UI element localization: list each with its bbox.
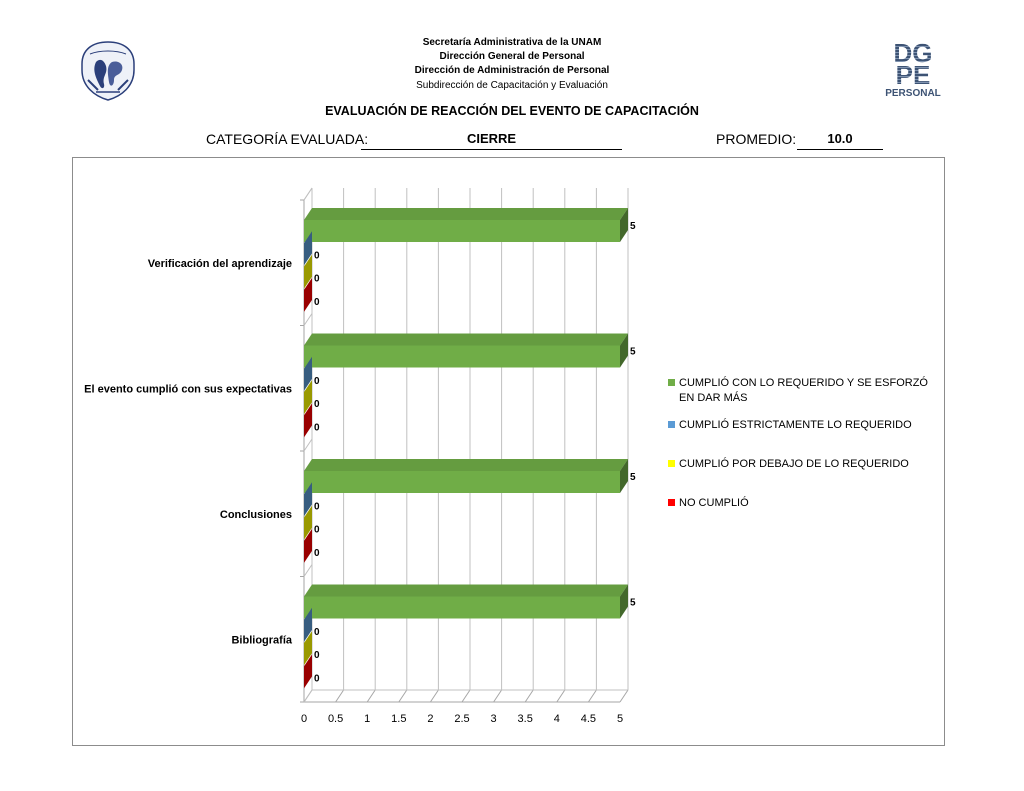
x-tick-label: 0 — [300, 713, 308, 725]
value-label: 5 — [630, 221, 636, 232]
bar — [304, 471, 620, 493]
bar — [304, 346, 620, 368]
legend-label: CUMPLIÓ ESTRICTAMENTE LO REQUERIDO — [679, 419, 912, 431]
value-label: 0 — [314, 273, 320, 285]
value-label: 0 — [314, 296, 320, 308]
value-label: 5 — [630, 472, 636, 483]
dgpe-logo-line1: DG — [893, 40, 933, 68]
floor-line — [430, 690, 438, 702]
bar — [304, 220, 620, 242]
average-value: 10.0 — [797, 131, 883, 150]
page-title: EVALUACIÓN DE REACCIÓN DEL EVENTO DE CAPACITACIÓN — [325, 104, 699, 118]
value-label: 0 — [314, 250, 320, 262]
wall-divider — [304, 188, 312, 200]
category-value: CIERRE — [361, 131, 622, 150]
legend-item — [668, 496, 941, 511]
floor-line — [525, 690, 533, 702]
wall-divider — [304, 690, 312, 702]
bar-top — [304, 585, 628, 597]
bar-top — [304, 334, 628, 346]
floor-line — [462, 690, 470, 702]
floor-line — [620, 690, 628, 702]
category-label: CATEGORÍA EVALUADA: — [206, 131, 369, 147]
x-tick-label: 4 — [553, 713, 560, 725]
average-label: PROMEDIO: — [716, 131, 797, 147]
floor-line — [494, 690, 502, 702]
header-line-1: Secretaría Administrativa de la UNAM — [422, 37, 602, 48]
bar-top — [304, 459, 628, 471]
value-label: 5 — [630, 346, 636, 358]
legend-swatch — [668, 460, 675, 467]
wall-divider — [304, 439, 312, 451]
header-line-3: Dirección de Administración de Personal — [414, 65, 610, 76]
value-label: 0 — [314, 547, 320, 559]
x-tick-label: 2 — [427, 713, 434, 725]
dgpe-logo-line3: PERSONAL — [885, 88, 941, 98]
bar-top — [304, 208, 628, 220]
category-label: Verificación del aprendizaje — [147, 257, 292, 270]
legend-label: CUMPLIÓ CON LO REQUERIDO Y SE ESFORZÓ EN DAR MÁS — [679, 377, 928, 404]
category-label: Conclusiones — [219, 508, 292, 521]
legend-swatch — [668, 499, 675, 506]
x-tick-label: 5 — [616, 713, 624, 725]
legend-swatch — [668, 379, 675, 386]
x-tick-label: 2.5 — [454, 713, 470, 725]
floor-line — [399, 690, 407, 702]
x-tick-label: 4.5 — [580, 713, 597, 725]
floor-line — [367, 690, 375, 702]
floor-line — [336, 690, 344, 702]
header-line-4: Subdirección de Capacitación y Evaluación — [416, 80, 608, 91]
value-label: 5 — [630, 597, 636, 609]
x-tick-label: 0.5 — [327, 713, 344, 725]
legend-item — [668, 418, 941, 433]
x-tick-label: 1 — [364, 713, 371, 725]
x-tick-label: 3.5 — [517, 713, 533, 725]
wall-divider — [304, 314, 312, 326]
category-label: Bibliografía — [231, 634, 292, 647]
header-line-2: Dirección General de Personal — [439, 51, 585, 62]
value-label: 0 — [314, 399, 320, 411]
legend-label: CUMPLIÓ POR DEBAJO DE LO REQUERIDO — [679, 458, 909, 470]
value-label: 0 — [314, 650, 320, 662]
floor-line — [557, 690, 565, 702]
value-label: 0 — [314, 501, 320, 513]
dgpe-logo-line2: PE — [895, 60, 931, 90]
x-tick-label: 1.5 — [391, 713, 407, 725]
legend-swatch — [668, 421, 675, 428]
legend-item — [668, 457, 941, 472]
value-label: 0 — [314, 375, 320, 387]
category-label: El evento cumplió con sus expectativas — [84, 383, 292, 396]
value-label: 0 — [314, 422, 320, 434]
legend-item — [668, 376, 941, 406]
value-label: 0 — [314, 524, 320, 536]
wall-divider — [304, 565, 312, 577]
x-tick-label: 3 — [490, 713, 497, 725]
floor-line — [588, 690, 596, 702]
value-label: 0 — [314, 626, 320, 638]
value-label: 0 — [314, 673, 320, 685]
legend-label: NO CUMPLIÓ — [679, 497, 749, 509]
bar — [304, 597, 620, 619]
